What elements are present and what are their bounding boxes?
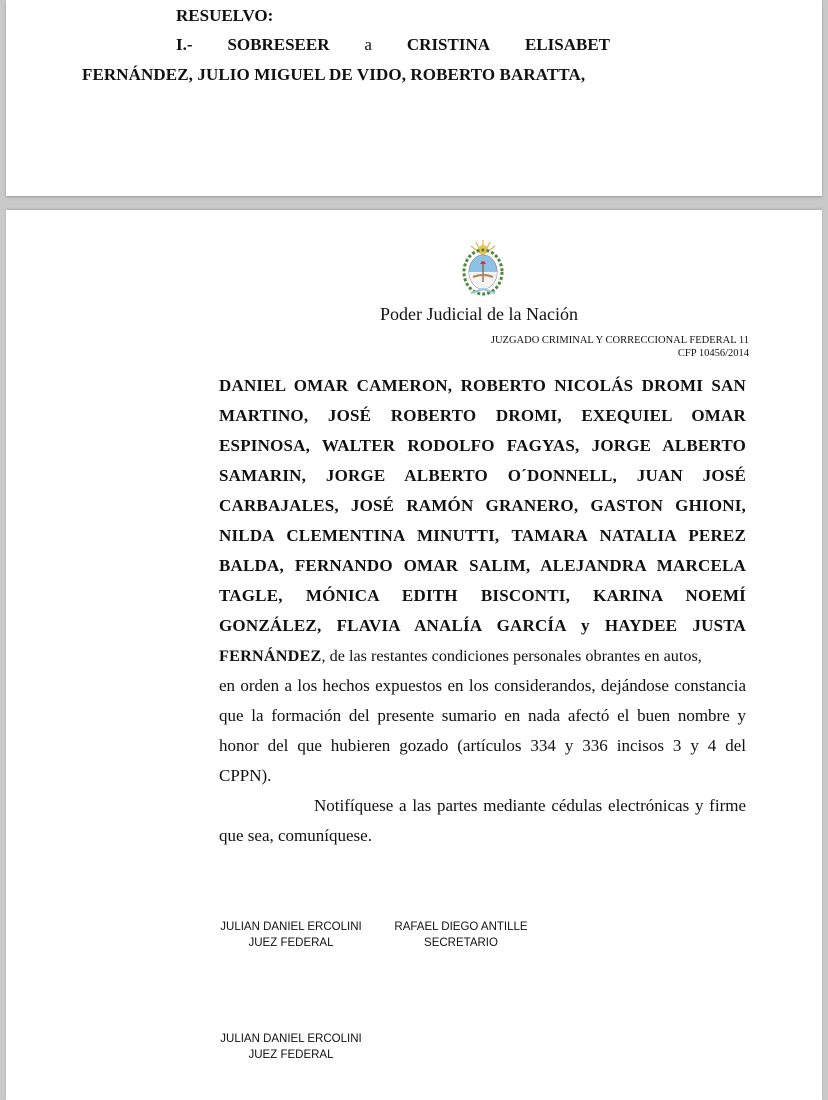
- defendant-surname: FERNÁNDEZ: [219, 647, 322, 665]
- body-line-2: MARTINO, JOSÉ ROBERTO DROMI, EXEQUIEL OMAR: [219, 406, 746, 425]
- resolution-number: I.-: [176, 35, 193, 54]
- case-number: CFP 10456/2014: [677, 348, 749, 359]
- notification-line-2: que sea, comuníquese.: [219, 826, 372, 845]
- body-line-11: en orden a los hechos expuestos en los considerandos, dejándose constancia: [219, 676, 746, 695]
- body-line-13: honor del que hubieren gozado (artículos 334 y 336 incisos 3 y 4 del: [219, 736, 746, 755]
- signature-judge-1-name: JULIAN DANIEL ERCOLINI: [220, 921, 362, 933]
- signature-secretary-name: RAFAEL DIEGO ANTILLE: [394, 921, 528, 933]
- body-line-1: DANIEL OMAR CAMERON, ROBERTO NICOLÁS DROMI SAN: [219, 376, 746, 395]
- resolution-verb: SOBRESEER: [227, 35, 330, 54]
- signature-judge-2: [211, 1031, 371, 1063]
- body-line-7: BALDA, FERNANDO OMAR SALIM, ALEJANDRA MARCELA: [219, 556, 746, 575]
- body-line-9: GONZÁLEZ, FLAVIA ANALÍA GARCÍA y HAYDEE JUSTA: [219, 616, 746, 635]
- resolution-name-2: ELISABET: [524, 35, 610, 54]
- institution-name: Poder Judicial de la Nación: [380, 304, 578, 324]
- resolution-heading: RESUELVO:: [176, 6, 274, 25]
- resolution-line-1: [176, 35, 610, 55]
- document-page-2: [6, 210, 822, 1100]
- body-line-10-rest: , de las restantes condiciones personales obrantes en autos,: [321, 647, 702, 665]
- body-line-10: [219, 645, 746, 667]
- signature-judge-2-name: JULIAN DANIEL ERCOLINI: [220, 1033, 362, 1045]
- body-line-4: SAMARIN, JORGE ALBERTO O´DONNELL, JUAN JOSÉ: [219, 466, 746, 485]
- resolution-line-2: FERNÁNDEZ, JULIO MIGUEL DE VIDO, ROBERTO BARATTA,: [82, 65, 586, 84]
- signature-secretary: [386, 919, 536, 951]
- signature-judge-1: [211, 919, 371, 951]
- body-line-5: CARBAJALES, JOSÉ RAMÓN GRANERO, GASTON GHIONI,: [219, 496, 746, 515]
- resolution-name-1: CRISTINA: [406, 35, 491, 54]
- national-coat-of-arms-icon: [461, 238, 505, 300]
- body-line-3: ESPINOSA, WALTER RODOLFO FAGYAS, JORGE ALBERTO: [219, 436, 746, 455]
- resolution-word: a: [364, 35, 372, 54]
- document-page-1: [6, 0, 822, 196]
- court-name: JUZGADO CRIMINAL Y CORRECCIONAL FEDERAL 11: [490, 335, 749, 346]
- body-line-14: CPPN).: [219, 766, 272, 785]
- notification-line-1: Notifíquese a las partes mediante cédulas electrónicas y firme: [314, 796, 746, 815]
- body-line-12: que la formación del presente sumario en nada afectó el buen nombre y: [219, 706, 746, 725]
- signature-judge-1-title: JUEZ FEDERAL: [248, 937, 334, 949]
- body-line-6: NILDA CLEMENTINA MINUTTI, TAMARA NATALIA PEREZ: [219, 526, 746, 545]
- signature-judge-2-title: JUEZ FEDERAL: [248, 1049, 334, 1061]
- signature-secretary-title: SECRETARIO: [424, 937, 498, 949]
- body-line-8: TAGLE, MÓNICA EDITH BISCONTI, KARINA NOEMÍ: [219, 586, 746, 605]
